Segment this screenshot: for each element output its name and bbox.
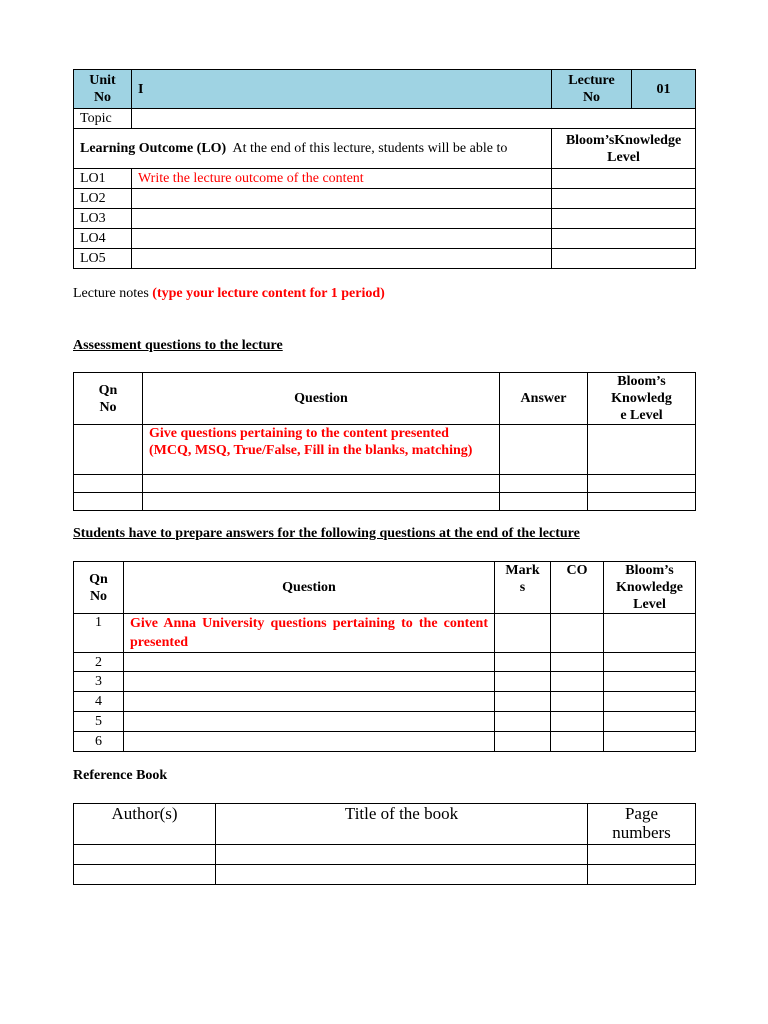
table-row: 5	[74, 712, 696, 732]
lecture-header-table	[73, 69, 696, 269]
table-row: 3	[74, 672, 696, 692]
co-header: CO	[551, 562, 604, 614]
students-prep-heading: Students have to prepare answers for the following questions at the end of the lecture	[73, 526, 580, 541]
table-row: 2	[74, 653, 696, 672]
lo-row: LO4	[74, 229, 696, 249]
qn-header: Qn No	[74, 373, 143, 425]
blooms-header: Bloom’s Knowledg e Level	[588, 373, 696, 425]
marks-header: Mark s	[495, 562, 551, 614]
lo-row: LO5	[74, 249, 696, 269]
table-row	[74, 845, 696, 865]
question-header: Question	[124, 562, 495, 614]
reference-table	[73, 803, 696, 885]
students-prep-table	[73, 561, 696, 752]
answer-header: Answer	[500, 373, 588, 425]
topic-label: Topic	[74, 109, 132, 129]
lo-heading: Learning Outcome (LO) At the end of this lecture, students will be able to	[74, 129, 552, 169]
lo-row: LO2	[74, 189, 696, 209]
qn-header: Qn No	[74, 562, 124, 614]
table-row: 6	[74, 732, 696, 752]
title-header: Title of the book	[216, 804, 588, 845]
lecture-label: Lecture No	[552, 70, 632, 109]
table-row: 1 Give Anna University questions pertaining to the content presented	[74, 614, 696, 653]
assessment-table	[73, 372, 696, 511]
topic-value[interactable]	[132, 109, 696, 129]
table-row	[74, 475, 696, 493]
question-header: Question	[143, 373, 500, 425]
assessment-instruction[interactable]: Give questions pertaining to the content presented (MCQ, MSQ, True/False, Fill in the blanks, matching)	[143, 425, 500, 475]
reference-heading: Reference Book	[73, 768, 168, 783]
table-row	[74, 865, 696, 885]
table-row	[74, 493, 696, 511]
table-row	[74, 425, 696, 475]
table-row: 4	[74, 692, 696, 712]
pages-header: Page numbers	[588, 804, 696, 845]
lecture-notes: Lecture notes (type your lecture content for 1 period)	[73, 286, 385, 301]
lo-row: LO1 Write the lecture outcome of the content	[74, 169, 696, 189]
authors-header: Author(s)	[74, 804, 216, 845]
blooms-header: Bloom’s Knowledge Level	[604, 562, 696, 614]
lecture-value[interactable]: 01	[632, 70, 696, 109]
unit-value[interactable]: I	[132, 70, 552, 109]
assessment-heading: Assessment questions to the lecture	[73, 338, 283, 353]
blooms-heading: Bloom’sKnowledge Level	[552, 129, 696, 169]
lo-row: LO3	[74, 209, 696, 229]
unit-label: Unit No	[74, 70, 132, 109]
